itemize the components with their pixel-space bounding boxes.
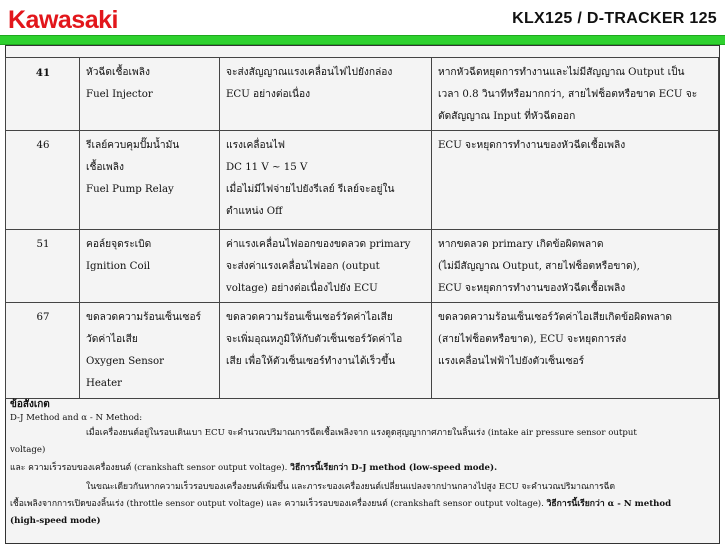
notes-text: เชื้อเพลิงจากการเปิดของลิ้นเร่ง (throttle sensor output voltage) และ ความเร็วรอบของเครื่องยนต์ (crankshaft sensor output voltage).	[10, 499, 544, 509]
notes-line	[10, 463, 716, 474]
signal-text: แรงเคลื่อนไฟ	[226, 140, 285, 151]
component-thai: รีเลย์ควบคุมปั๊มน้ำมัน	[86, 140, 180, 151]
diagnostic-table	[5, 57, 719, 399]
notes-bold-text: (high-speed mode)	[10, 516, 101, 526]
signal-text: ขดลวดความร้อนเซ็นเซอร์วัดค่าไอเสีย	[226, 312, 393, 323]
signal-text: voltage) อย่างต่อเนื่องไปยัง ECU	[226, 283, 378, 294]
service-code: 51	[6, 230, 80, 303]
notes-bold-text: วิธีการนี้เรียกว่า D-J method (low-speed mode).	[290, 463, 498, 473]
component-thai: เชื้อเพลิง	[86, 162, 124, 173]
notes-line: ในขณะเดียวกันหากความเร็วรอบของเครื่องยนต์เพิ่มขึ้น และภาระของเครื่องยนต์เปลี่ยนแปลงจากปานกลางไปสูง ECU จะคำนวณปริมาณการฉีด	[86, 482, 616, 492]
component-english: Fuel Pump Relay	[86, 184, 174, 195]
table-row	[6, 131, 719, 230]
signal-text: จะเพิ่มอุณหภูมิให้กับตัวเซ็นเซอร์วัดค่าไอ	[226, 334, 403, 345]
signal-cell	[220, 58, 432, 131]
service-code: 41	[6, 58, 80, 131]
table-row	[6, 58, 719, 131]
header-divider	[0, 35, 725, 45]
component-thai: หัวฉีดเชื้อเพลิง	[86, 67, 150, 78]
component-cell	[80, 131, 220, 230]
failure-text: ขดลวดความร้อนเซ็นเซอร์วัดค่าไอเสียเกิดข้อผิดพลาด	[438, 312, 673, 323]
failure-text: ECU จะหยุดการทำงานของหัวฉีดเชื้อเพลิง	[438, 140, 626, 151]
signal-cell	[220, 303, 432, 399]
notes-text: และ ความเร็วรอบของเครื่องยนต์ (crankshaft sensor output voltage).	[10, 463, 288, 473]
notes-line	[10, 516, 716, 527]
brand-logo: Kawasaki	[8, 6, 118, 34]
signal-cell	[220, 131, 432, 230]
component-english: Fuel Injector	[86, 89, 153, 100]
component-cell	[80, 303, 220, 399]
notes-line: D-J Method and α - N Method:	[10, 413, 143, 423]
page-header	[0, 0, 725, 44]
model-title: KLX125 / D-TRACKER 125	[512, 10, 717, 27]
failure-cell	[432, 131, 719, 230]
component-thai: คอล์ยจุดระเบิด	[86, 239, 152, 250]
component-english: Heater	[86, 378, 122, 389]
notes-section	[10, 399, 716, 527]
failure-cell	[432, 230, 719, 303]
failure-text: (ไม่มีสัญญาณ Output, สายไฟช็อตหรือขาด),	[438, 261, 640, 272]
failure-cell	[432, 303, 719, 399]
table-row	[6, 230, 719, 303]
notes-line: เมื่อเครื่องยนต์อยู่ในรอบเดินเบา ECU จะคำนวณปริมาณการฉีดเชื้อเพลิงจาก แรงดูดสุญญากาศภายในลิ้นเร่ง (intake air pressure sensor output	[86, 428, 637, 438]
signal-text: ตำแหน่ง Off	[226, 206, 283, 217]
component-cell	[80, 230, 220, 303]
signal-text: จะส่งสัญญาณแรงเคลื่อนไฟไปยังกล่อง	[226, 67, 393, 78]
failure-text: หากหัวฉีดหยุดการทำงานและไม่มีสัญญาณ Output เป็น	[438, 67, 685, 78]
service-code: 67	[6, 303, 80, 399]
component-english: Ignition Coil	[86, 261, 151, 272]
signal-text: เสีย เพื่อให้ตัวเซ็นเซอร์ทำงานได้เร็วขึ้น	[226, 356, 396, 367]
signal-text: จะส่งค่าแรงเคลื่อนไฟออก (output	[226, 261, 380, 272]
failure-text: เวลา 0.8 วินาทีหรือมากกว่า, สายไฟช็อตหรือขาด ECU จะ	[438, 89, 698, 100]
notes-bold-text: วิธีการนี้เรียกว่า α - N method	[546, 499, 672, 509]
table-row	[6, 303, 719, 399]
failure-text: แรงเคลื่อนไฟฟ้าไปยังตัวเซ็นเซอร์	[438, 356, 585, 367]
signal-cell	[220, 230, 432, 303]
notes-line	[10, 499, 716, 510]
signal-text: เมื่อไม่มีไฟจ่ายไปยังรีเลย์ รีเลย์จะอยู่ใน	[226, 184, 395, 195]
signal-text: ค่าแรงเคลื่อนไฟออกของขดลวด primary	[226, 239, 411, 250]
component-cell	[80, 58, 220, 131]
notes-title: ข้อสังเกต	[10, 399, 50, 410]
component-english: Oxygen Sensor	[86, 356, 165, 367]
failure-text: ECU จะหยุดการทำงานของหัวฉีดเชื้อเพลิง	[438, 283, 626, 294]
service-code: 46	[6, 131, 80, 230]
failure-text: ตัดสัญญาณ Input ที่หัวฉีดออก	[438, 111, 576, 122]
component-thai: วัดค่าไอเสีย	[86, 334, 138, 345]
failure-text: (สายไฟช็อตหรือขาด), ECU จะหยุดการส่ง	[438, 334, 627, 345]
failure-cell	[432, 58, 719, 131]
failure-text: หากขดลวด primary เกิดข้อผิดพลาด	[438, 239, 604, 250]
signal-text: ECU อย่างต่อเนื่อง	[226, 89, 311, 100]
component-thai: ขดลวดความร้อนเซ็นเซอร์	[86, 312, 202, 323]
notes-line: voltage)	[10, 445, 46, 455]
signal-text: DC 11 V ~ 15 V	[226, 162, 308, 173]
